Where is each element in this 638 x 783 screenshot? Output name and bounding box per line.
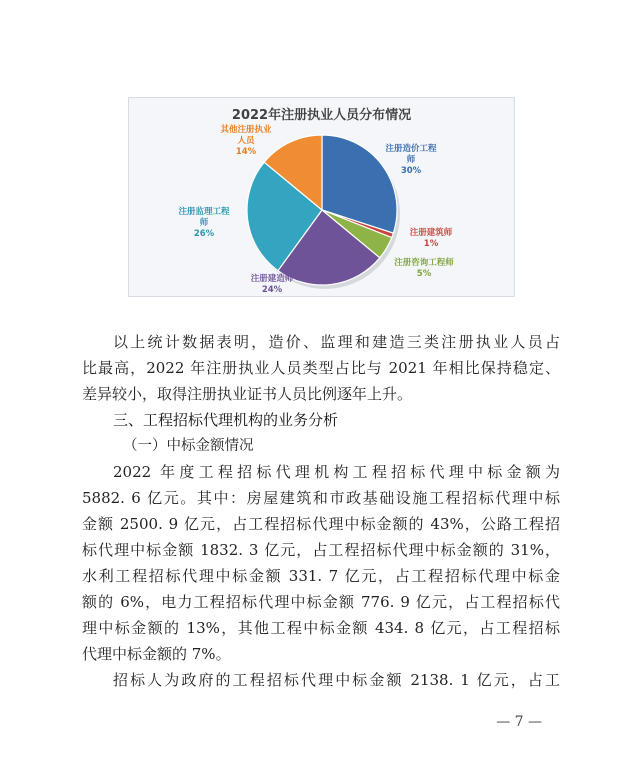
- paragraph-line: 标代理中标金额 1832. 3 亿元，占工程招标代理中标金额的 31%，: [82, 541, 560, 559]
- slice-name-label: 注册建筑师: [409, 228, 453, 238]
- paragraph-line: 代理中标金额的 7%。: [82, 645, 231, 663]
- paragraph-line: 2022 年度工程招标代理机构工程招标代理中标金额为: [113, 463, 560, 481]
- slice-percent-label: 26%: [193, 229, 215, 239]
- slice-name-label: 注册造价工程: [385, 144, 437, 154]
- paragraph-line: 5882. 6 亿元。其中：房屋建筑和市政基础设施工程招标代理中标: [82, 489, 560, 507]
- slice-percent-label: 14%: [235, 147, 257, 157]
- page-number: — 7 —: [496, 714, 542, 730]
- section-heading: 三、工程招标代理机构的业务分析: [113, 411, 339, 429]
- paragraph-line: 水利工程招标代理中标金额 331. 7 亿元，占工程招标代理中标金: [82, 567, 560, 585]
- slice-name-label: 注册咨询工程师: [394, 258, 454, 268]
- paragraph-line: 以上统计数据表明，造价、监理和建造三类注册执业人员占: [113, 333, 560, 351]
- paragraph-line: 比最高，2022 年注册执业人员类型占比与 2021 年相比保持稳定、: [82, 359, 560, 377]
- chart-title: 2022年注册执业人员分布情况: [231, 108, 412, 123]
- slice-percent-label: 1%: [423, 239, 439, 249]
- paragraph-line: 招标人为政府的工程招标代理中标金额 2138. 1 亿元，占工: [113, 671, 560, 689]
- paragraph-line: 额的 6%，电力工程招标代理中标金额 776. 9 亿元，占工程招标代: [82, 593, 560, 611]
- paragraph-line: 金额 2500. 9 亿元，占工程招标代理中标金额的 43%，公路工程招: [82, 515, 560, 533]
- slice-name-label: 注册建造师: [250, 274, 294, 284]
- slice-percent-label: 30%: [400, 166, 422, 176]
- slice-name-label: 其他注册执业: [220, 125, 272, 135]
- slice-percent-label: 24%: [261, 285, 283, 295]
- slice-name-label: 注册监理工程: [178, 207, 230, 217]
- slice-name-label: 人员: [237, 136, 255, 146]
- pie-chart: [129, 98, 514, 296]
- slice-name-label: 师: [406, 155, 416, 165]
- pie-chart-figure: [128, 97, 515, 297]
- subsection-heading: （一）中标金额情况: [123, 438, 254, 454]
- slice-percent-label: 5%: [416, 269, 432, 279]
- slice-name-label: 师: [199, 218, 209, 228]
- paragraph-line: 差异较小，取得注册执业证书人员比例逐年上升。: [82, 385, 413, 403]
- paragraph-line: 理中标金额的 13%，其他工程中标金额 434. 8 亿元，占工程招标: [82, 619, 560, 637]
